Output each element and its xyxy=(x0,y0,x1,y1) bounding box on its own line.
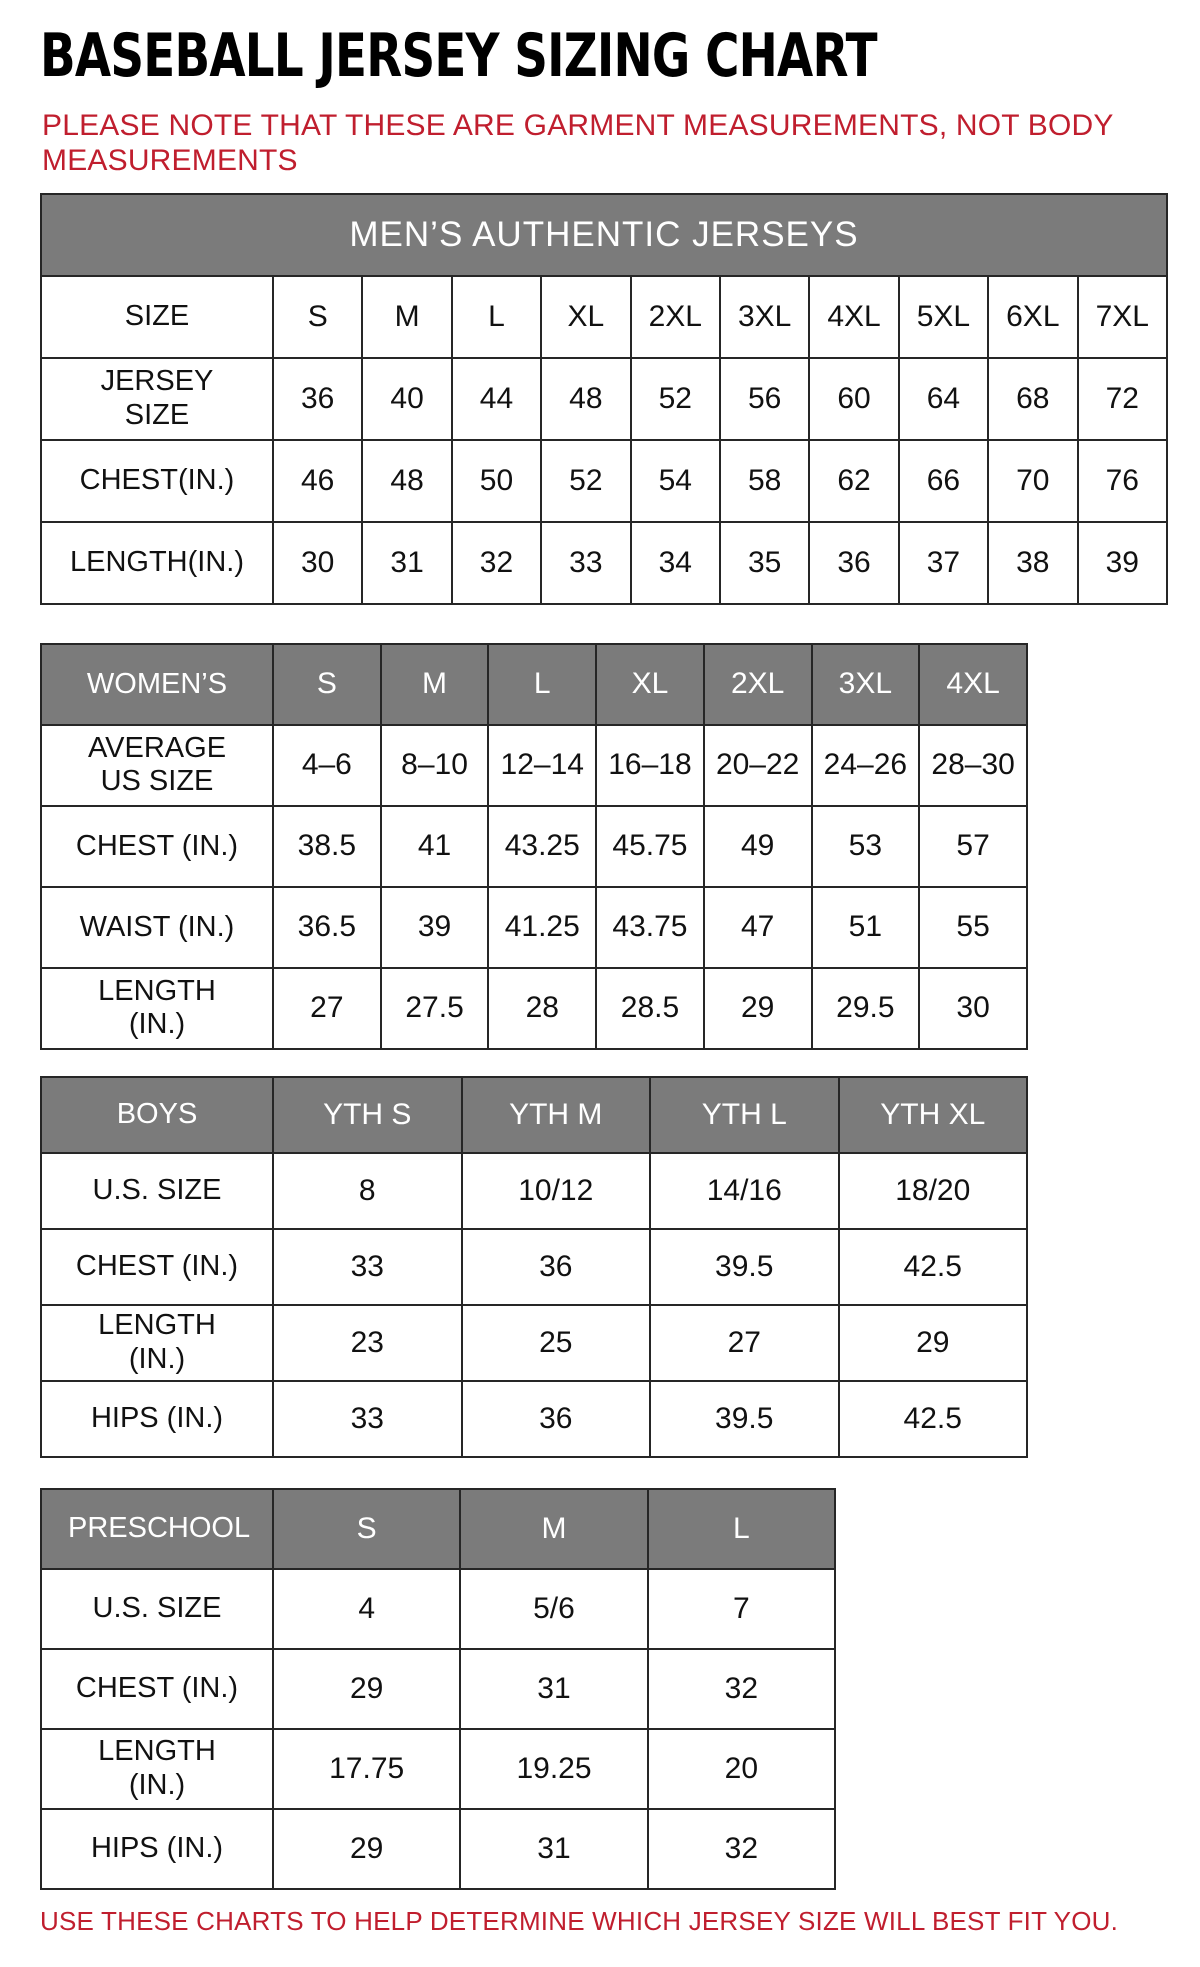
preschool-size-column-header: M xyxy=(460,1489,647,1569)
men-value-cell: 60 xyxy=(809,358,898,440)
women-value-cell: 8–10 xyxy=(381,725,489,806)
women-value-cell: 28 xyxy=(488,968,596,1049)
preschool-value-cell: 29 xyxy=(273,1649,460,1729)
men-value-cell: 72 xyxy=(1078,358,1167,440)
women-value-cell: 28.5 xyxy=(596,968,704,1049)
men-value-cell: 37 xyxy=(899,522,988,604)
women-value-cell: 55 xyxy=(919,887,1027,968)
men-value-cell: 40 xyxy=(362,358,451,440)
preschool-value-cell: 31 xyxy=(460,1649,647,1729)
men-value-cell: 34 xyxy=(631,522,720,604)
boys-value-cell: 39.5 xyxy=(650,1229,839,1305)
preschool-value-cell: 17.75 xyxy=(273,1729,460,1809)
women-value-cell: 12–14 xyxy=(488,725,596,806)
footer-note: USE THESE CHARTS TO HELP DETERMINE WHICH JERSEY SIZE WILL BEST FIT YOU. xyxy=(40,1905,1119,1936)
preschool-value-cell: 7 xyxy=(648,1569,835,1649)
boys-value-cell: 42.5 xyxy=(839,1381,1028,1457)
men-value-cell: 54 xyxy=(631,440,720,522)
women-value-cell: 51 xyxy=(812,887,920,968)
women-value-cell: 43.75 xyxy=(596,887,704,968)
preschool-sizing-table xyxy=(40,1488,836,1890)
men-value-cell: 36 xyxy=(809,522,898,604)
women-value-cell: 41 xyxy=(381,806,489,887)
women-value-cell: 45.75 xyxy=(596,806,704,887)
preschool-value-cell: 32 xyxy=(648,1809,835,1889)
preschool-row-label: LENGTH (IN.) xyxy=(41,1729,273,1809)
women-row-label: CHEST (IN.) xyxy=(41,806,273,887)
women-header-label: WOMEN’S xyxy=(41,644,273,725)
preschool-header-label: PRESCHOOL xyxy=(41,1489,273,1569)
men-row-label: JERSEY SIZE xyxy=(41,358,273,440)
women-row-label: WAIST (IN.) xyxy=(41,887,273,968)
preschool-row-label: HIPS (IN.) xyxy=(41,1809,273,1889)
page-title: BASEBALL JERSEY SIZING CHART xyxy=(40,21,877,91)
preschool-value-cell: 4 xyxy=(273,1569,460,1649)
boys-size-column-header: YTH S xyxy=(273,1077,462,1153)
boys-value-cell: 39.5 xyxy=(650,1381,839,1457)
women-size-column-header: 2XL xyxy=(704,644,812,725)
boys-value-cell: 25 xyxy=(462,1305,651,1381)
preschool-value-cell: 31 xyxy=(460,1809,647,1889)
preschool-value-cell: 20 xyxy=(648,1729,835,1809)
men-value-cell: 52 xyxy=(631,358,720,440)
women-value-cell: 36.5 xyxy=(273,887,381,968)
men-size-column-header: S xyxy=(273,276,362,358)
preschool-value-cell: 32 xyxy=(648,1649,835,1729)
preschool-size-column-header: L xyxy=(648,1489,835,1569)
women-size-column-header: 4XL xyxy=(919,644,1027,725)
women-size-column-header: XL xyxy=(596,644,704,725)
boys-value-cell: 29 xyxy=(839,1305,1028,1381)
boys-size-column-header: YTH M xyxy=(462,1077,651,1153)
men-size-column-header: 5XL xyxy=(899,276,988,358)
men-value-cell: 62 xyxy=(809,440,898,522)
boys-value-cell: 14/16 xyxy=(650,1153,839,1229)
women-value-cell: 29.5 xyxy=(812,968,920,1049)
men-value-cell: 39 xyxy=(1078,522,1167,604)
womens-sizing-table xyxy=(40,643,1028,1050)
boys-value-cell: 27 xyxy=(650,1305,839,1381)
men-value-cell: 44 xyxy=(452,358,541,440)
boys-value-cell: 10/12 xyxy=(462,1153,651,1229)
boys-value-cell: 33 xyxy=(273,1381,462,1457)
boys-value-cell: 33 xyxy=(273,1229,462,1305)
women-value-cell: 30 xyxy=(919,968,1027,1049)
boys-row-label: HIPS (IN.) xyxy=(41,1381,273,1457)
men-value-cell: 38 xyxy=(988,522,1077,604)
men-size-column-header: L xyxy=(452,276,541,358)
preschool-value-cell: 5/6 xyxy=(460,1569,647,1649)
men-value-cell: 36 xyxy=(273,358,362,440)
women-value-cell: 28–30 xyxy=(919,725,1027,806)
boys-value-cell: 36 xyxy=(462,1381,651,1457)
women-value-cell: 57 xyxy=(919,806,1027,887)
preschool-value-cell: 19.25 xyxy=(460,1729,647,1809)
mens-authentic-jerseys-table xyxy=(40,193,1168,605)
men-value-cell: 66 xyxy=(899,440,988,522)
men-value-cell: 31 xyxy=(362,522,451,604)
men-value-cell: 64 xyxy=(899,358,988,440)
men-value-cell: 48 xyxy=(362,440,451,522)
men-value-cell: 68 xyxy=(988,358,1077,440)
women-value-cell: 4–6 xyxy=(273,725,381,806)
women-value-cell: 38.5 xyxy=(273,806,381,887)
women-row-label: LENGTH (IN.) xyxy=(41,968,273,1049)
men-value-cell: 76 xyxy=(1078,440,1167,522)
boys-size-column-header: YTH XL xyxy=(839,1077,1028,1153)
boys-row-label: CHEST (IN.) xyxy=(41,1229,273,1305)
women-value-cell: 29 xyxy=(704,968,812,1049)
garment-measurements-note: PLEASE NOTE THAT THESE ARE GARMENT MEASUREMENTS, NOT BODY MEASUREMENTS xyxy=(42,109,1114,178)
women-value-cell: 27 xyxy=(273,968,381,1049)
boys-row-label: U.S. SIZE xyxy=(41,1153,273,1229)
men-size-column-header: 2XL xyxy=(631,276,720,358)
boys-row-label: LENGTH (IN.) xyxy=(41,1305,273,1381)
men-size-column-header: XL xyxy=(541,276,630,358)
men-value-cell: 50 xyxy=(452,440,541,522)
men-size-column-header: 7XL xyxy=(1078,276,1167,358)
boys-size-column-header: YTH L xyxy=(650,1077,839,1153)
men-value-cell: 33 xyxy=(541,522,630,604)
men-banner-title: MEN’S AUTHENTIC JERSEYS xyxy=(41,194,1167,276)
preschool-row-label: CHEST (IN.) xyxy=(41,1649,273,1729)
women-value-cell: 43.25 xyxy=(488,806,596,887)
men-size-column-header: 3XL xyxy=(720,276,809,358)
men-size-column-header: 6XL xyxy=(988,276,1077,358)
women-size-column-header: S xyxy=(273,644,381,725)
women-size-column-header: L xyxy=(488,644,596,725)
women-value-cell: 47 xyxy=(704,887,812,968)
men-value-cell: 52 xyxy=(541,440,630,522)
women-size-column-header: M xyxy=(381,644,489,725)
men-size-column-header: M xyxy=(362,276,451,358)
women-value-cell: 41.25 xyxy=(488,887,596,968)
men-value-cell: 48 xyxy=(541,358,630,440)
boys-value-cell: 42.5 xyxy=(839,1229,1028,1305)
women-value-cell: 39 xyxy=(381,887,489,968)
men-value-cell: 70 xyxy=(988,440,1077,522)
men-row-label: CHEST(IN.) xyxy=(41,440,273,522)
men-value-cell: 35 xyxy=(720,522,809,604)
preschool-value-cell: 29 xyxy=(273,1809,460,1889)
men-size-column-header: 4XL xyxy=(809,276,898,358)
women-value-cell: 24–26 xyxy=(812,725,920,806)
men-value-cell: 30 xyxy=(273,522,362,604)
men-value-cell: 46 xyxy=(273,440,362,522)
women-value-cell: 16–18 xyxy=(596,725,704,806)
preschool-row-label: U.S. SIZE xyxy=(41,1569,273,1649)
men-value-cell: 32 xyxy=(452,522,541,604)
boys-value-cell: 8 xyxy=(273,1153,462,1229)
women-row-label: AVERAGE US SIZE xyxy=(41,725,273,806)
boys-header-label: BOYS xyxy=(41,1077,273,1153)
boys-value-cell: 23 xyxy=(273,1305,462,1381)
men-value-cell: 56 xyxy=(720,358,809,440)
women-size-column-header: 3XL xyxy=(812,644,920,725)
men-value-cell: 58 xyxy=(720,440,809,522)
men-row-label: LENGTH(IN.) xyxy=(41,522,273,604)
boys-sizing-table xyxy=(40,1076,1028,1458)
women-value-cell: 53 xyxy=(812,806,920,887)
men-header-label: SIZE xyxy=(41,276,273,358)
women-value-cell: 27.5 xyxy=(381,968,489,1049)
women-value-cell: 20–22 xyxy=(704,725,812,806)
boys-value-cell: 36 xyxy=(462,1229,651,1305)
women-value-cell: 49 xyxy=(704,806,812,887)
boys-value-cell: 18/20 xyxy=(839,1153,1028,1229)
preschool-size-column-header: S xyxy=(273,1489,460,1569)
